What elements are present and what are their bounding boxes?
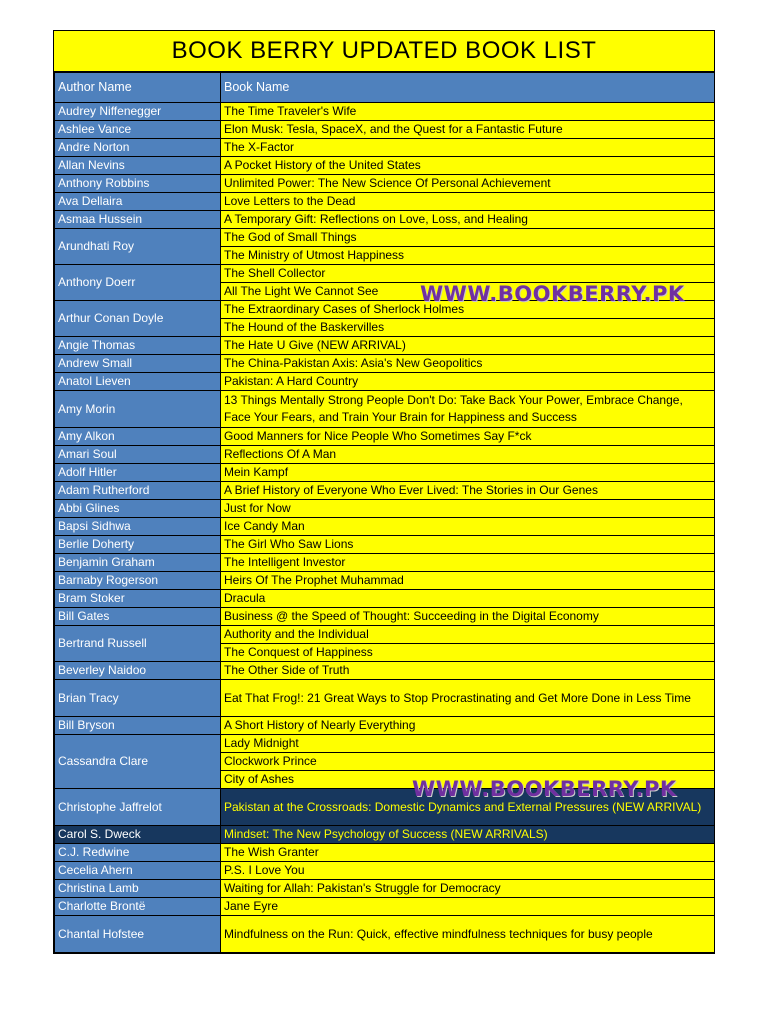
book-cell: The China-Pakistan Axis: Asia's New Geopolitics xyxy=(221,355,715,373)
author-cell: Adolf Hitler xyxy=(55,464,221,482)
book-cell: Dracula xyxy=(221,590,715,608)
book-cell: Mindfulness on the Run: Quick, effective mindfulness techniques for busy people xyxy=(221,916,715,953)
table-row xyxy=(55,193,715,211)
author-cell: Bill Bryson xyxy=(55,717,221,735)
author-cell: Bram Stoker xyxy=(55,590,221,608)
book-cell: The God of Small Things xyxy=(221,229,715,247)
table-row xyxy=(55,211,715,229)
book-cell: Authority and the Individual xyxy=(221,626,715,644)
book-cell: All The Light We Cannot See xyxy=(221,283,715,301)
author-cell: Andrew Small xyxy=(55,355,221,373)
author-cell: Asmaa Hussein xyxy=(55,211,221,229)
table-row xyxy=(55,157,715,175)
author-cell: Adam Rutherford xyxy=(55,482,221,500)
book-cell: The X-Factor xyxy=(221,139,715,157)
table-row xyxy=(55,536,715,554)
author-cell: Anthony Robbins xyxy=(55,175,221,193)
table-row xyxy=(55,464,715,482)
author-cell: Bill Gates xyxy=(55,608,221,626)
table-row xyxy=(55,626,715,644)
book-cell: The Time Traveler's Wife xyxy=(221,103,715,121)
book-list-sheet xyxy=(53,30,715,954)
table-row xyxy=(55,916,715,953)
table-row xyxy=(55,121,715,139)
book-cell: The Other Side of Truth xyxy=(221,662,715,680)
book-table-body xyxy=(55,73,715,953)
author-cell: Bapsi Sidhwa xyxy=(55,518,221,536)
author-cell: Bertrand Russell xyxy=(55,626,221,662)
book-cell: The Wish Granter xyxy=(221,844,715,862)
author-cell: Benjamin Graham xyxy=(55,554,221,572)
book-cell: The Hate U Give (NEW ARRIVAL) xyxy=(221,337,715,355)
table-row xyxy=(55,229,715,247)
author-cell: Beverley Naidoo xyxy=(55,662,221,680)
author-cell: Ashlee Vance xyxy=(55,121,221,139)
table-row xyxy=(55,373,715,391)
book-cell: Clockwork Prince xyxy=(221,753,715,771)
table-row xyxy=(55,572,715,590)
book-cell: The Girl Who Saw Lions xyxy=(221,536,715,554)
watermark-bottom: WWW.BOOKBERRY.PK xyxy=(412,777,677,801)
author-cell: Cecelia Ahern xyxy=(55,862,221,880)
book-cell: A Brief History of Everyone Who Ever Lived: The Stories in Our Genes xyxy=(221,482,715,500)
book-cell: Reflections Of A Man xyxy=(221,446,715,464)
author-cell: Amy Alkon xyxy=(55,428,221,446)
author-cell: Anatol Lieven xyxy=(55,373,221,391)
author-cell: Audrey Niffenegger xyxy=(55,103,221,121)
book-cell: Ice Candy Man xyxy=(221,518,715,536)
book-cell: The Conquest of Happiness xyxy=(221,644,715,662)
book-cell: Pakistan: A Hard Country xyxy=(221,373,715,391)
table-row xyxy=(55,590,715,608)
author-cell: Angie Thomas xyxy=(55,337,221,355)
author-cell: Ava Dellaira xyxy=(55,193,221,211)
sheet-title: BOOK BERRY UPDATED BOOK LIST xyxy=(54,31,714,72)
table-row xyxy=(55,355,715,373)
book-cell: Love Letters to the Dead xyxy=(221,193,715,211)
author-cell: C.J. Redwine xyxy=(55,844,221,862)
watermark-top: WWW.BOOKBERRY.PK xyxy=(420,282,685,306)
table-row xyxy=(55,662,715,680)
table-row xyxy=(55,608,715,626)
book-cell: Unlimited Power: The New Science Of Personal Achievement xyxy=(221,175,715,193)
table-row xyxy=(55,265,715,283)
table-row xyxy=(55,717,715,735)
book-cell: Pakistan at the Crossroads: Domestic Dynamics and External Pressures (NEW ARRIVAL) xyxy=(221,789,715,826)
table-row xyxy=(55,428,715,446)
table-row xyxy=(55,826,715,844)
book-cell: P.S. I Love You xyxy=(221,862,715,880)
book-cell: Eat That Frog!: 21 Great Ways to Stop Procrastinating and Get More Done in Less Time xyxy=(221,680,715,717)
book-cell: Jane Eyre xyxy=(221,898,715,916)
table-row xyxy=(55,482,715,500)
author-cell: Brian Tracy xyxy=(55,680,221,717)
book-cell: A Pocket History of the United States xyxy=(221,157,715,175)
author-cell: Anthony Doerr xyxy=(55,265,221,301)
author-cell: Abbi Glines xyxy=(55,500,221,518)
author-cell: Carol S. Dweck xyxy=(55,826,221,844)
author-cell: Andre Norton xyxy=(55,139,221,157)
author-cell: Charlotte Brontë xyxy=(55,898,221,916)
table-row xyxy=(55,337,715,355)
table-row xyxy=(55,862,715,880)
book-cell: The Extraordinary Cases of Sherlock Holmes xyxy=(221,301,715,319)
table-row xyxy=(55,844,715,862)
author-cell: Arthur Conan Doyle xyxy=(55,301,221,337)
book-cell: The Intelligent Investor xyxy=(221,554,715,572)
book-cell: City of Ashes xyxy=(221,771,715,789)
book-cell: Mindset: The New Psychology of Success (NEW ARRIVALS) xyxy=(221,826,715,844)
table-header-row xyxy=(55,73,715,103)
table-row xyxy=(55,139,715,157)
table-row xyxy=(55,518,715,536)
author-cell: Barnaby Rogerson xyxy=(55,572,221,590)
book-cell: Elon Musk: Tesla, SpaceX, and the Quest for a Fantastic Future xyxy=(221,121,715,139)
book-cell: The Hound of the Baskervilles xyxy=(221,319,715,337)
author-cell: Christina Lamb xyxy=(55,880,221,898)
header-book: Book Name xyxy=(221,73,715,103)
author-cell: Berlie Doherty xyxy=(55,536,221,554)
table-row xyxy=(55,175,715,193)
author-cell: Allan Nevins xyxy=(55,157,221,175)
table-row xyxy=(55,880,715,898)
author-cell: Christophe Jaffrelot xyxy=(55,789,221,826)
book-cell: Mein Kampf xyxy=(221,464,715,482)
table-row xyxy=(55,898,715,916)
author-cell: Cassandra Clare xyxy=(55,735,221,789)
table-row xyxy=(55,446,715,464)
table-row xyxy=(55,500,715,518)
book-cell: Lady Midnight xyxy=(221,735,715,753)
book-cell: Heirs Of The Prophet Muhammad xyxy=(221,572,715,590)
book-cell: Just for Now xyxy=(221,500,715,518)
book-cell: A Short History of Nearly Everything xyxy=(221,717,715,735)
table-row xyxy=(55,735,715,753)
book-cell: 13 Things Mentally Strong People Don't Do: Take Back Your Power, Embrace Change, Face Your Fears, and Train Your Brain for Happiness and Success xyxy=(221,391,715,428)
author-cell: Amari Soul xyxy=(55,446,221,464)
book-cell: Waiting for Allah: Pakistan's Struggle for Democracy xyxy=(221,880,715,898)
author-cell: Chantal Hofstee xyxy=(55,916,221,953)
table-row xyxy=(55,554,715,572)
book-cell: Business @ the Speed of Thought: Succeeding in the Digital Economy xyxy=(221,608,715,626)
book-cell: A Temporary Gift: Reflections on Love, Loss, and Healing xyxy=(221,211,715,229)
book-cell: The Ministry of Utmost Happiness xyxy=(221,247,715,265)
header-author: Author Name xyxy=(55,73,221,103)
book-cell: Good Manners for Nice People Who Sometimes Say F*ck xyxy=(221,428,715,446)
table-row xyxy=(55,680,715,717)
table-row xyxy=(55,103,715,121)
book-table xyxy=(54,72,715,953)
author-cell: Arundhati Roy xyxy=(55,229,221,265)
author-cell: Amy Morin xyxy=(55,391,221,428)
book-cell: The Shell Collector xyxy=(221,265,715,283)
table-row xyxy=(55,391,715,428)
